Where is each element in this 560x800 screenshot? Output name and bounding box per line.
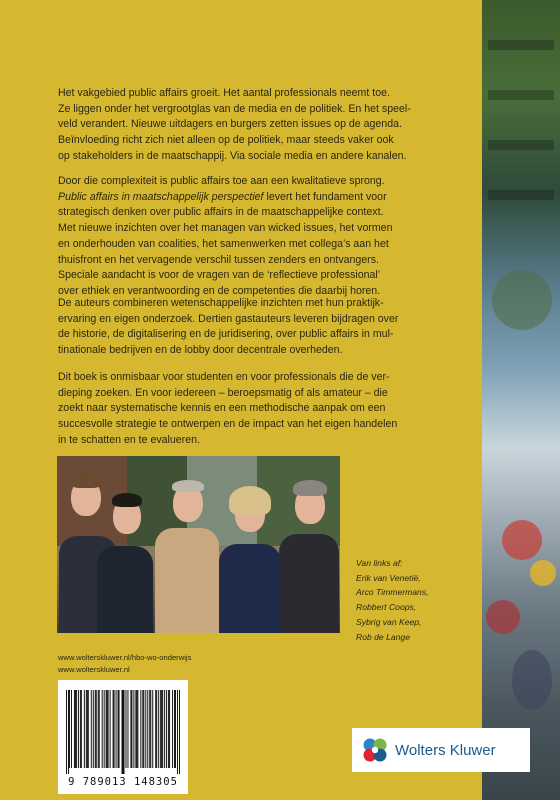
- barcode-bar: [169, 690, 170, 768]
- barcode-bar: [161, 690, 162, 768]
- barcode-bar: [98, 690, 99, 768]
- barcode-bar: [147, 690, 148, 768]
- barcode-bar: [81, 690, 82, 768]
- barcode-bar: [166, 690, 167, 768]
- barcode-bar: [80, 690, 81, 768]
- barcode-bar: [104, 690, 105, 768]
- barcode-bar: [78, 690, 79, 768]
- isbn-barcode: [58, 680, 188, 794]
- wolters-kluwer-flower-icon: [360, 735, 390, 765]
- barcode-bar: [172, 690, 173, 768]
- publisher-logo: [352, 728, 530, 772]
- barcode-bar: [96, 690, 97, 768]
- barcode-bar: [87, 690, 88, 768]
- caption-name: Sybrig van Keep,: [356, 616, 422, 627]
- barcode-bar: [123, 690, 124, 774]
- barcode-bar: [179, 690, 180, 774]
- barcode-bar: [110, 690, 111, 768]
- barcode-bar: [158, 690, 159, 768]
- barcode-bar: [74, 690, 75, 768]
- barcode-bar: [162, 690, 163, 768]
- barcode-bar: [149, 690, 150, 768]
- barcode-bar: [91, 690, 92, 768]
- barcode-bar: [118, 690, 119, 768]
- barcode-bar: [108, 690, 109, 768]
- barcode-bar: [125, 690, 126, 768]
- barcode-bar: [177, 690, 178, 774]
- barcode-bar: [69, 690, 70, 768]
- barcode-bar: [95, 690, 96, 768]
- barcode-bar: [155, 690, 156, 768]
- book-title-italic: Public affairs in maatschappelijk perspectief: [58, 190, 264, 203]
- barcode-bar: [102, 690, 103, 768]
- barcode-bars: [66, 690, 180, 774]
- barcode-bar: [136, 690, 137, 768]
- barcode-bar: [106, 690, 107, 768]
- barcode-bar: [152, 690, 153, 768]
- barcode-bar: [122, 690, 123, 774]
- publisher-urls: [58, 652, 191, 676]
- barcode-bar: [133, 690, 134, 768]
- italic-book-title-line: Public affairs in maatschappelijk perspectief levert het fundament voor: [58, 190, 387, 203]
- side-photo-strip: [482, 0, 560, 800]
- barcode-bar: [75, 690, 76, 768]
- publisher-name: Wolters Kluwer: [395, 741, 496, 759]
- barcode-bar: [86, 690, 87, 768]
- url-link[interactable]: www.wolterskluwer.nl/hbo-wo-onderwijs: [58, 653, 192, 662]
- barcode-bar: [131, 690, 132, 768]
- barcode-digits: 9 789013 148305: [68, 776, 178, 788]
- barcode-bar: [116, 690, 117, 768]
- barcode-bar: [68, 690, 69, 774]
- barcode-bar: [137, 690, 138, 768]
- caption-heading: Van links af:: [356, 558, 403, 568]
- barcode-bar: [114, 690, 115, 768]
- barcode-bar: [84, 690, 85, 768]
- barcode-bar: [88, 690, 89, 768]
- barcode-bar: [175, 690, 176, 768]
- caption-name: Robbert Coops,: [356, 602, 417, 613]
- barcode-bar: [127, 690, 128, 768]
- barcode-bar: [164, 690, 165, 768]
- barcode-bar: [142, 690, 143, 768]
- barcode-bar: [107, 690, 108, 768]
- url-link[interactable]: www.wolterskluwer.nl: [58, 665, 130, 674]
- barcode-bar: [113, 690, 114, 768]
- barcode-bar: [150, 690, 151, 768]
- authors-photo: [57, 456, 340, 633]
- barcode-bar: [174, 690, 175, 768]
- caption-name: Arco Timmermans,: [356, 587, 429, 598]
- paragraph-2: Door die complexiteit is public affairs toe aan een kwalitatieve sprong. Public affairs in maatschappelijk perspectief levert het fundament voor strategisch denken over public affairs in de maatschappelijke context. Met nieuwe inzichten over het managen van wicked issues, het vormen en onderhouden van coalities, het samenwerken met collega’s aan het thuisfront en het vervagende verschil tussen zenders en ontvangers. Speciale aandacht is voor de vragen van de ‘reflectieve professional’ over ethiek en verantwoording en de competenties die daarbij horen.: [58, 174, 454, 300]
- barcode-bar: [76, 690, 77, 768]
- barcode-bar: [135, 690, 136, 768]
- barcode-bar: [119, 690, 120, 768]
- paragraph-4: Dit boek is onmisbaar voor studenten en voor professionals die de ver- dieping zoeken. En voor iedereen – beroepsmatig of als amateur – die zoekt naar systematische kennis en een methodische aanpak om een succesvolle strategie te ontwerpen en de impact van het eigen handelen in te schatten en te evalueren.: [58, 371, 398, 446]
- barcode-bar: [130, 690, 131, 768]
- barcode-bar: [66, 690, 67, 774]
- barcode-bar: [168, 690, 169, 768]
- barcode-bar: [124, 690, 125, 774]
- barcode-bar: [156, 690, 157, 768]
- caption-name: Rob de Lange: [356, 631, 410, 642]
- barcode-bar: [143, 690, 144, 768]
- barcode-bar: [93, 690, 94, 768]
- barcode-bar: [99, 690, 100, 768]
- paragraph-1: Het vakgebied public affairs groeit. Het aantal professionals neemt toe. Ze liggen onder het vergrootglas van de media en de politiek. En het speel- veld verandert. Nieuwe uitdagers en burgers zetten issues op de agenda. Beïnvloeding richt zich niet alleen op de politiek, maar steeds vaker ook op stakeholders in de maatschappij. Via sociale media en andere kanalen.: [58, 87, 411, 162]
- photo-caption: [356, 556, 429, 644]
- barcode-bar: [140, 690, 141, 768]
- barcode-bar: [160, 690, 161, 768]
- caption-name: Erik van Venetië,: [356, 572, 421, 583]
- paragraph-3: De auteurs combineren wetenschappelijke inzichten met hun praktijk- ervaring en eigen onderzoek. Dertien gastauteurs leveren bijdragen over de historie, de digitalisering en de juridisering, over public affairs in mul- tinationale bedrijven en de lobby door decentrale overheden.: [58, 297, 399, 357]
- barcode-bar: [145, 690, 146, 768]
- barcode-bar: [71, 690, 72, 768]
